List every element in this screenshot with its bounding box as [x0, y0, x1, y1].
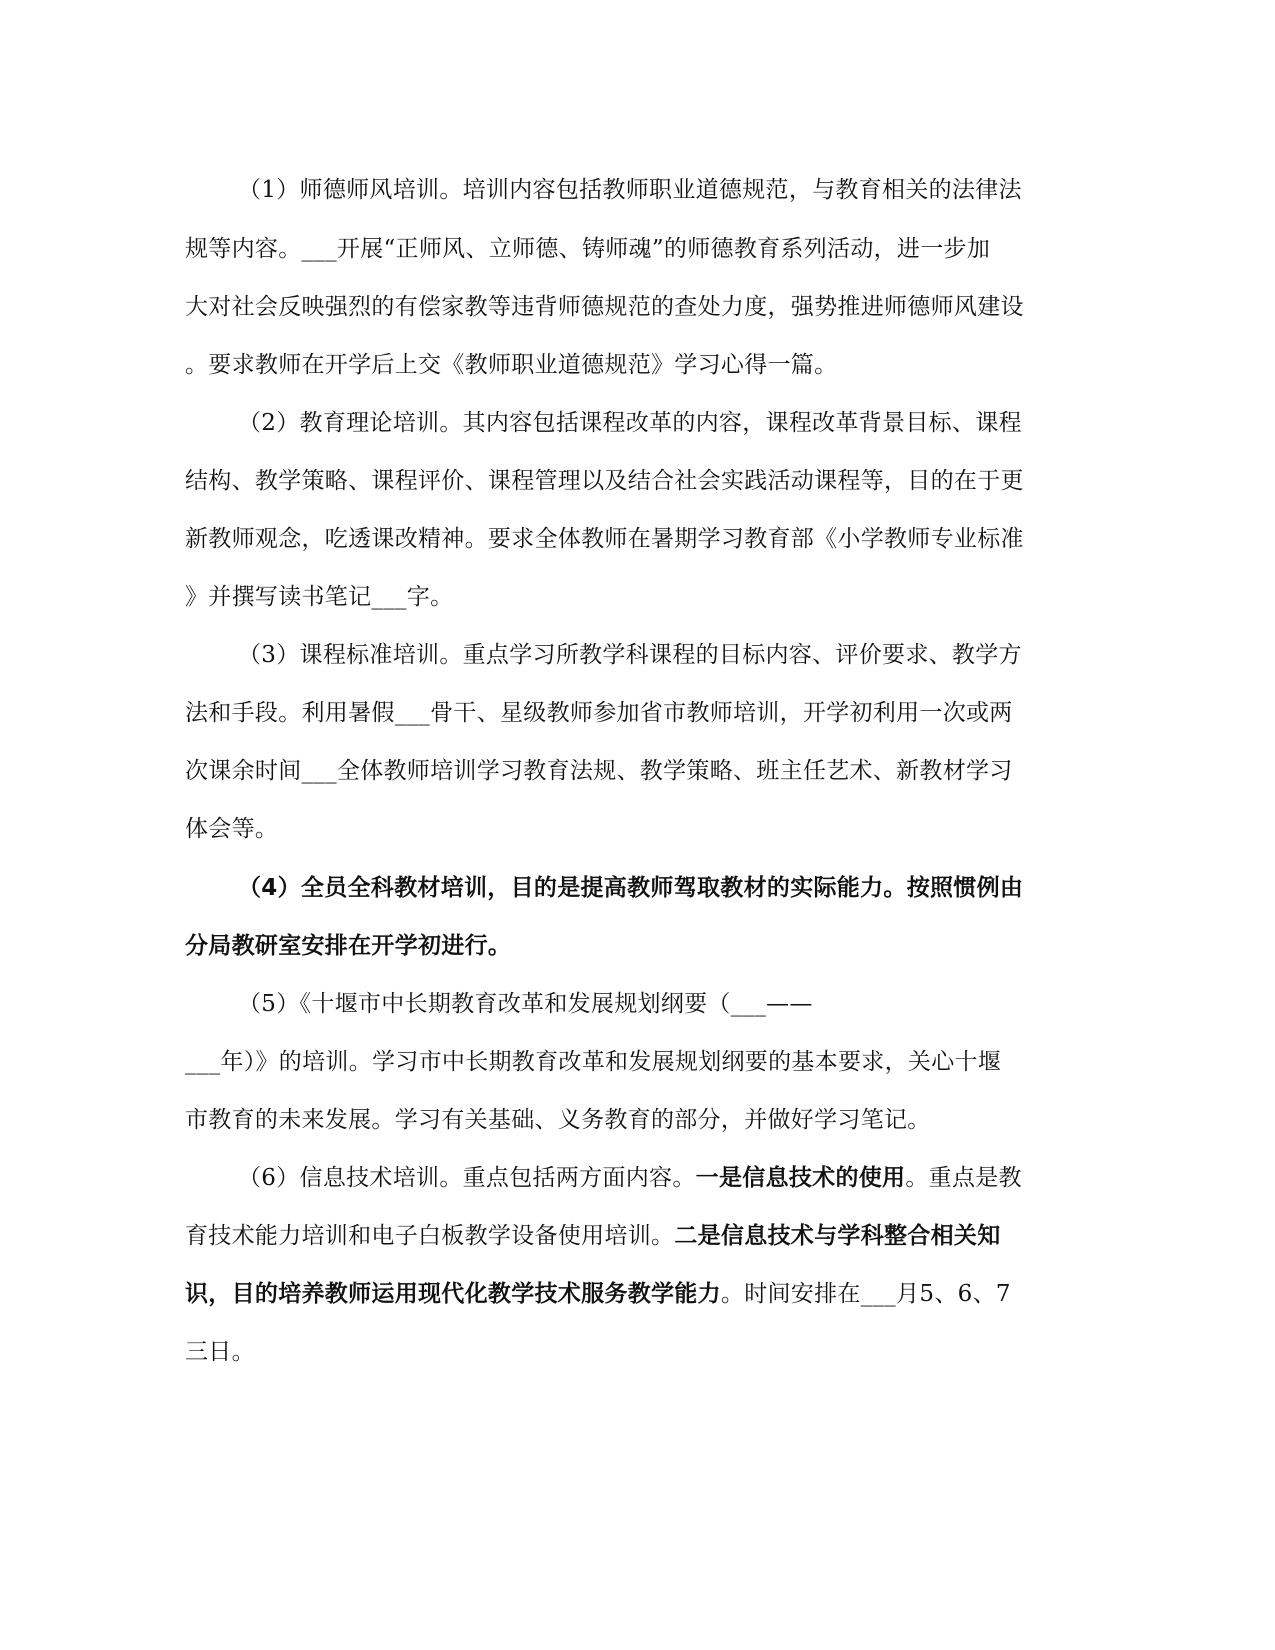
text-line: 。要求教师在开学后上交《教师职业道德规范》学习心得一篇。 — [185, 352, 838, 378]
text-line: 结构、教学策略、课程评价、课程管理以及结合社会实践活动课程等，目的在于更 — [185, 468, 1024, 494]
text-line — [185, 1279, 1011, 1309]
text-line: （3）课程标准培训。重点学习所教学科课程的目标内容、评价要求、教学方 — [238, 642, 1022, 668]
text-line: 新教师观念，吃透课改精神。要求全体教师在暑期学习教育部《小学教师专业标准 — [185, 526, 1024, 552]
text-line: 三日。 — [185, 1339, 255, 1365]
text-line: 法和手段。利用暑假___骨干、星级教师参加省市教师培训，开学初利用一次或两 — [185, 700, 1013, 726]
text-run: 。重点是教 — [905, 1165, 1022, 1191]
bold-text-run: 识，目的培养教师运用现代化教学技术服务教学能力 — [185, 1281, 721, 1307]
text-line: 大对社会反映强烈的有偿家教等违背师德规范的查处力度，强势推进师德师风建设 — [185, 294, 1024, 320]
text-line: （2）教育理论培训。其内容包括课程改革的内容，课程改革背景目标、课程 — [238, 410, 1022, 436]
text-run: 育技术能力培训和电子白板教学设备使用培训。 — [185, 1223, 675, 1249]
text-line: 体会等。 — [185, 816, 279, 842]
bold-text-run: 二是信息技术与学科整合相关知 — [674, 1223, 1001, 1249]
text-run: （6）信息技术培训。重点包括两方面内容。 — [238, 1165, 696, 1191]
text-run: 。时间安排在___月5、6、7 — [720, 1281, 1011, 1307]
text-line: （4）全员全科教材培训，目的是提高教师驾取教材的实际能力。按照惯例由 — [238, 875, 1024, 901]
text-line: ___年）》的培训。学习市中长期教育改革和发展规划纲要的基本要求，关心十堰 — [185, 1049, 1002, 1075]
text-line — [238, 1163, 1022, 1193]
text-line: 规等内容。___开展“正师风、立师德、铸师魂”的师德教育系列活动，进一步加 — [185, 236, 991, 262]
text-line: 市教育的未来发展。学习有关基础、义务教育的部分，并做好学习笔记。 — [185, 1107, 931, 1133]
text-line — [185, 1221, 1001, 1251]
text-line: 分局教研室安排在开学初进行。 — [185, 933, 512, 959]
bold-text-run: 一是信息技术的使用 — [695, 1165, 906, 1191]
text-line: （5）《十堰市中长期教育改革和发展规划纲要（___—— — [238, 991, 813, 1017]
text-line: 次课余时间___全体教师培训学习教育法规、教学策略、班主任艺术、新教材学习 — [185, 758, 1013, 784]
text-line: 》并撰写读书笔记___字。 — [185, 584, 454, 610]
text-line: （1）师德师风培训。培训内容包括教师职业道德规范，与教育相关的法律法 — [238, 177, 1022, 203]
